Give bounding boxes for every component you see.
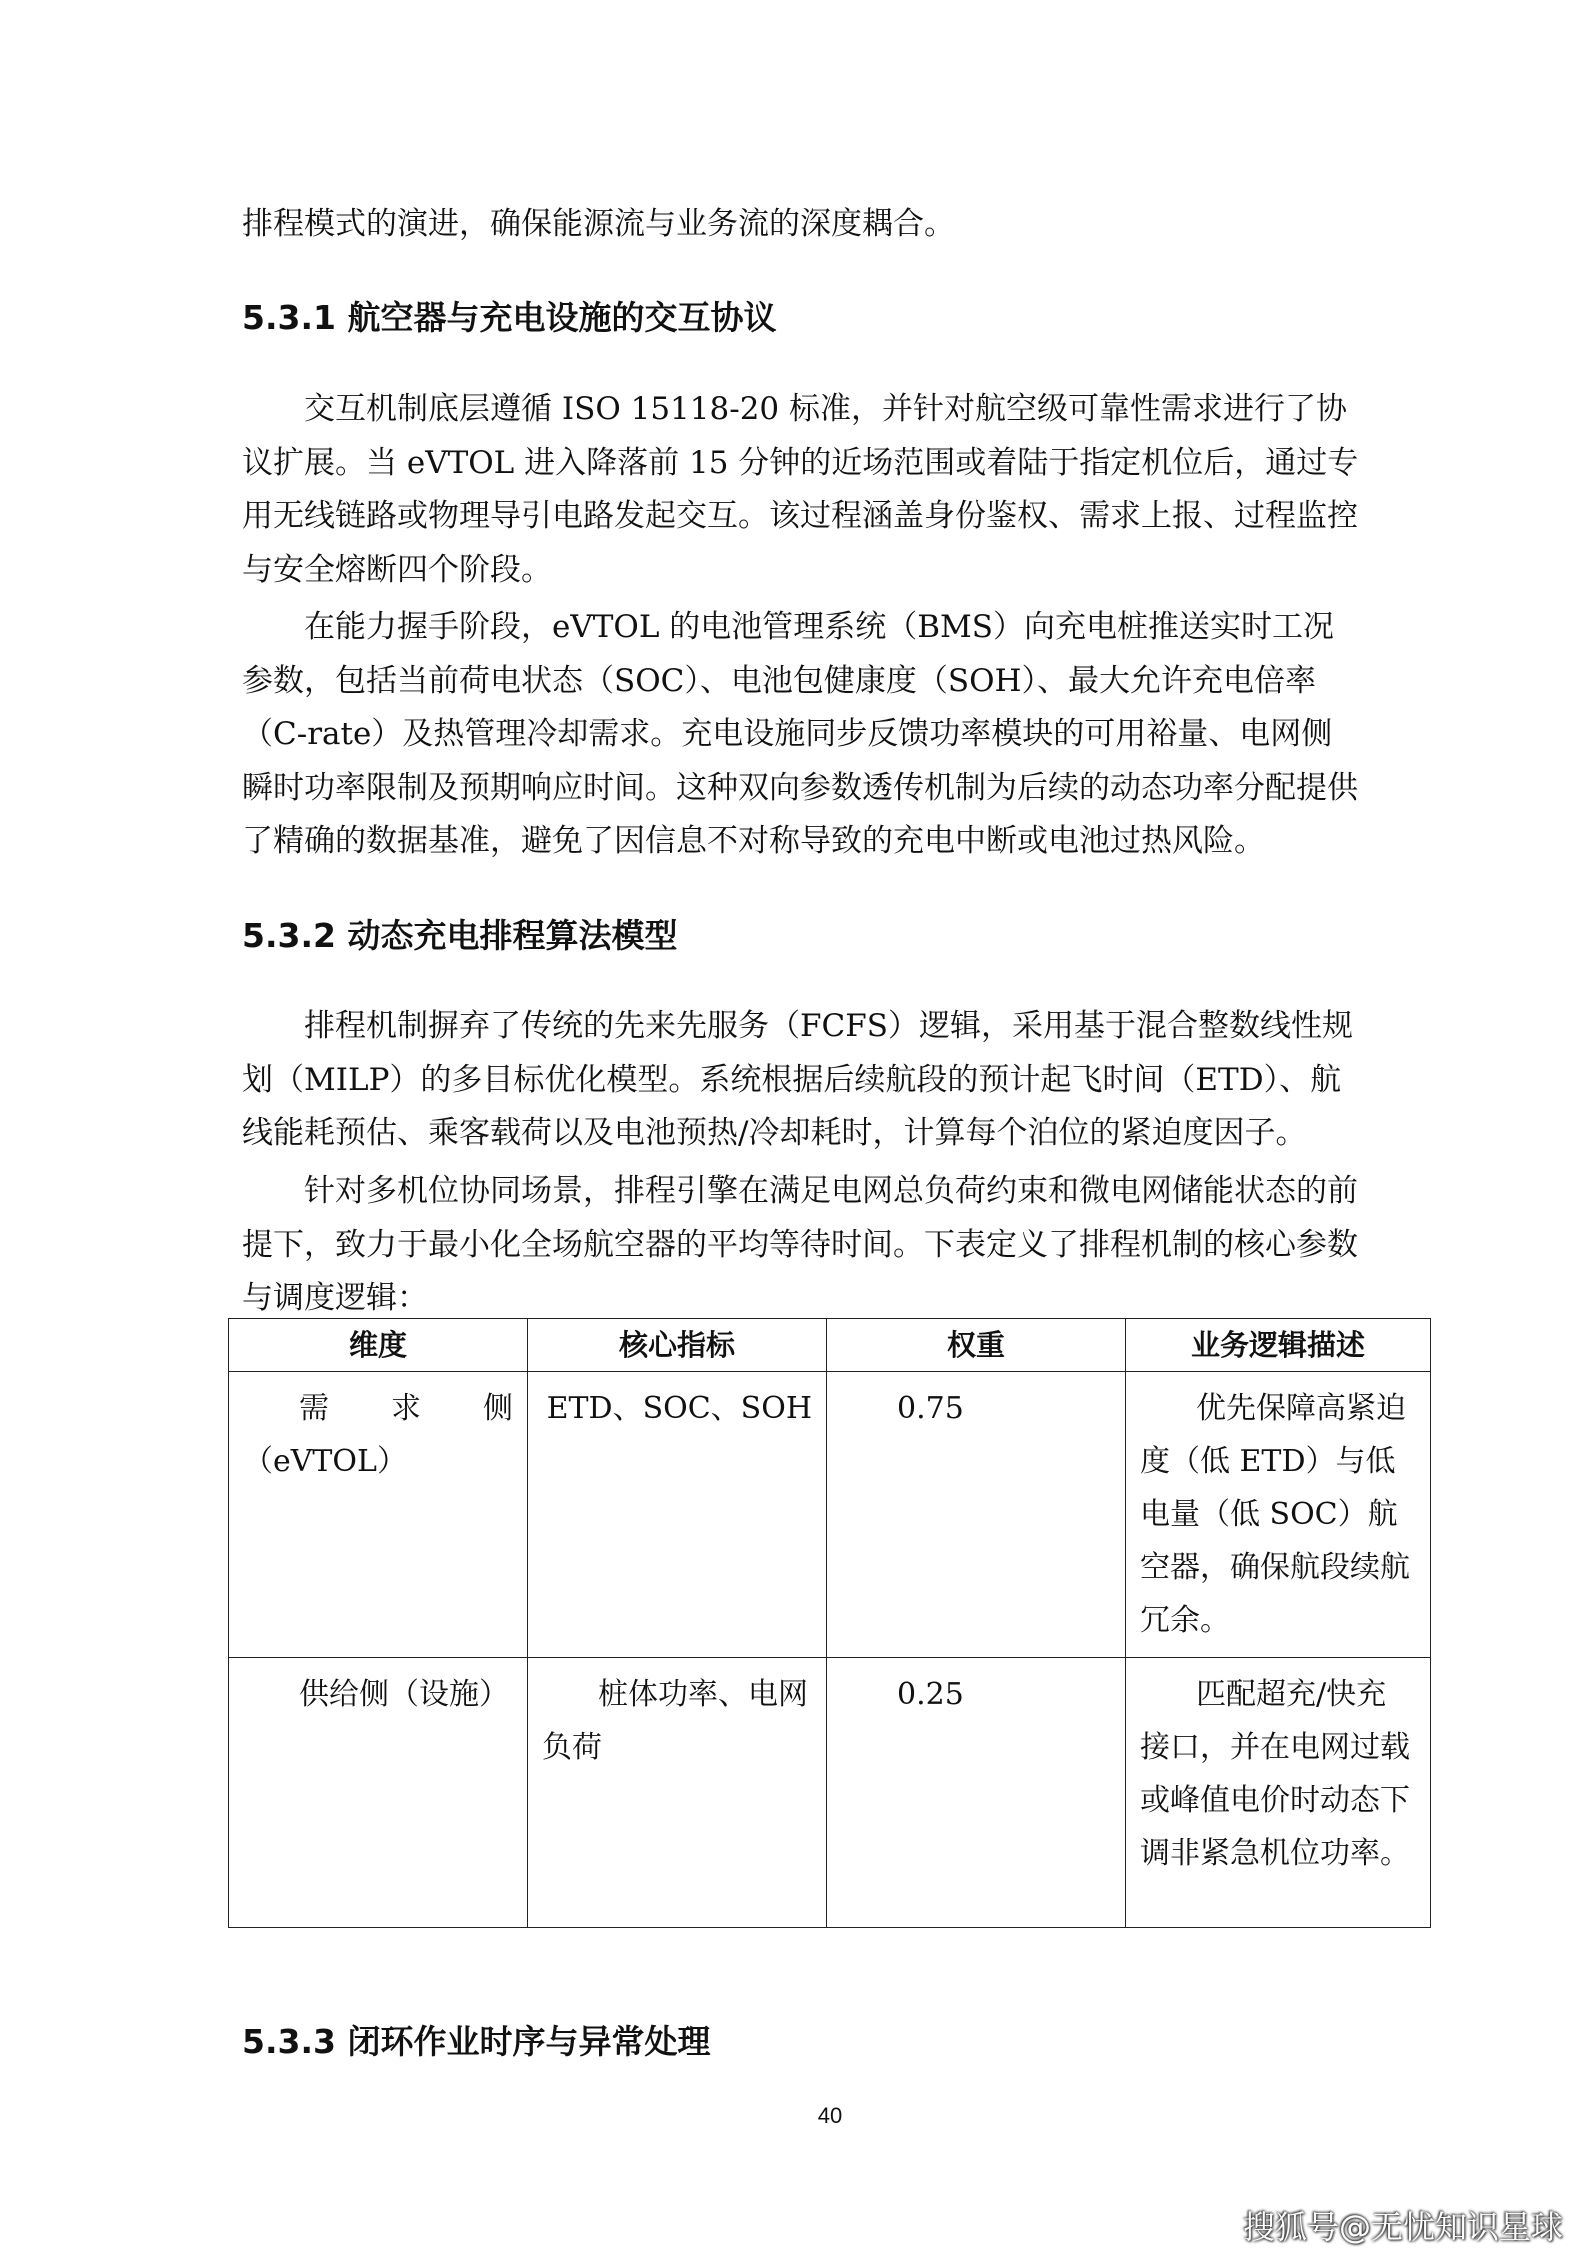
description-text: 匹配超充/快充接口，并在电网过载或峰值电价时动态下调非紧急机位功率。 bbox=[1140, 1677, 1410, 1871]
cell-weight bbox=[827, 1372, 1126, 1658]
indicators-text: ETD、SOC、SOH bbox=[546, 1391, 812, 1426]
section-heading-5-3-3: 5.3.3 闭环作业时序与异常处理 bbox=[242, 2022, 711, 2061]
cell-dimension bbox=[229, 1372, 528, 1658]
scheduling-parameters-table bbox=[228, 1318, 1431, 1928]
paragraph: 排程机制摒弃了传统的先来先服务（FCFS）逻辑，采用基于混合整数线性规划（MILP）的多目标优化模型。系统根据后续航段的预计起飞时间（ETD）、航线能耗预估、乘客载荷以及电池预热/冷却耗时，计算每个泊位的紧迫度因子。 bbox=[242, 1008, 1353, 1151]
column-header-indicators: 核心指标 bbox=[528, 1319, 827, 1372]
dimension-label: 供给侧（设施） bbox=[299, 1677, 509, 1712]
dimension-label: 需求侧 bbox=[299, 1391, 513, 1426]
column-header-weight: 权重 bbox=[827, 1319, 1126, 1372]
weight-value: 0.25 bbox=[897, 1677, 964, 1712]
paragraph: 针对多机位协同场景，排程引擎在满足电网总负荷约束和微电网储能状态的前提下，致力于最小化全场航空器的平均等待时间。下表定义了排程机制的核心参数与调度逻辑： bbox=[242, 1173, 1358, 1316]
watermark: 搜狐号@无忧知识星球 bbox=[1242, 2208, 1563, 2246]
table-header-row bbox=[229, 1319, 1431, 1372]
intro-line: 排程模式的演进，确保能源流与业务流的深度耦合。 bbox=[242, 206, 955, 242]
cell-weight bbox=[827, 1658, 1126, 1928]
table-row bbox=[229, 1372, 1431, 1658]
section-heading-5-3-1: 5.3.1 航空器与充电设施的交互协议 bbox=[242, 298, 777, 337]
section-heading-5-3-2: 5.3.2 动态充电排程算法模型 bbox=[242, 916, 678, 955]
indicators-text: 桩体功率、电网负荷 bbox=[542, 1677, 808, 1765]
paragraph: 交互机制底层遵循 ISO 15118-20 标准，并针对航空级可靠性需求进行了协议扩展。当 eVTOL 进入降落前 15 分钟的近场范围或着陆于指定机位后，通过专用无线链路或物理导引电路发起交互。该过程涵盖身份鉴权、需求上报、过程监控与安全熔断四个阶段。 bbox=[242, 391, 1359, 588]
cell-indicators bbox=[528, 1658, 827, 1928]
table-row bbox=[229, 1658, 1431, 1928]
cell-dimension bbox=[229, 1658, 528, 1928]
column-header-description: 业务逻辑描述 bbox=[1126, 1319, 1431, 1372]
weight-value: 0.75 bbox=[897, 1391, 964, 1426]
cell-description bbox=[1126, 1372, 1431, 1658]
column-header-dimension: 维度 bbox=[229, 1319, 528, 1372]
paragraph: 在能力握手阶段，eVTOL 的电池管理系统（BMS）向充电桩推送实时工况参数，包括当前荷电状态（SOC）、电池包健康度（SOH）、最大允许充电倍率（C-rate）及热管理冷却需求。充电设施同步反馈功率模块的可用裕量、电网侧瞬时功率限制及预期响应时间。这种双向参数透传机制为后续的动态功率分配提供了精确的数据基准，避免了因信息不对称导致的充电中断或电池过热风险。 bbox=[242, 609, 1358, 859]
description-text: 优先保障高紧迫度（低 ETD）与低电量（低 SOC）航空器，确保航段续航冗余。 bbox=[1140, 1391, 1410, 1638]
cell-indicators bbox=[528, 1372, 827, 1658]
page-number: 40 bbox=[817, 2103, 843, 2128]
dimension-sub-label: （eVTOL） bbox=[243, 1444, 407, 1479]
cell-description bbox=[1126, 1658, 1431, 1928]
